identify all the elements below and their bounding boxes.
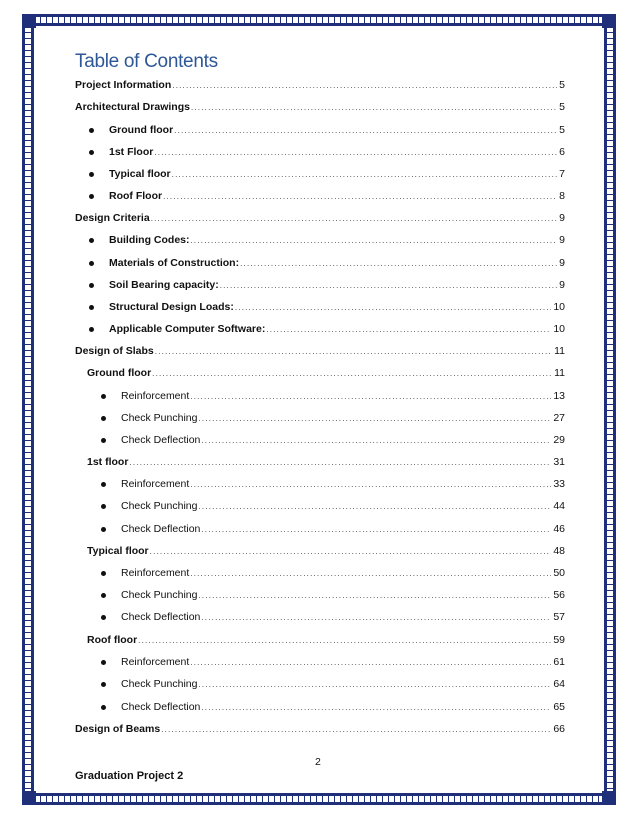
bullet-icon	[101, 416, 106, 421]
toc-entry[interactable]	[109, 167, 565, 181]
toc-entry-text: Structural Design Loads:	[109, 301, 234, 313]
dot-leader	[154, 146, 557, 160]
toc-entry-text: Check Punching	[121, 412, 198, 424]
dot-leader	[172, 79, 557, 93]
bullet-icon	[89, 238, 94, 243]
footer-text: Graduation Project 2	[75, 770, 184, 782]
dot-leader	[155, 345, 552, 359]
toc-entry[interactable]	[87, 455, 565, 469]
toc-entry-page: 5	[559, 101, 565, 113]
toc-entry-text: Materials of Construction:	[109, 257, 240, 269]
toc-entry[interactable]	[109, 123, 565, 137]
toc-title: Table of Contents	[75, 51, 218, 72]
toc-entry-page: 6	[559, 146, 565, 158]
bullet-icon	[89, 283, 94, 288]
toc-entry[interactable]	[121, 522, 565, 536]
toc-entry[interactable]	[87, 544, 565, 558]
toc-entry-text: Roof floor	[87, 634, 138, 646]
toc-entry-page: 57	[553, 611, 565, 623]
bullet-icon	[101, 593, 106, 598]
dot-leader	[201, 701, 551, 715]
toc-entry-page: 7	[559, 168, 565, 180]
page-number: 2	[315, 756, 321, 768]
dot-leader	[201, 434, 551, 448]
toc-entry-text: Check Deflection	[121, 611, 201, 623]
toc-entry-text: Check Punching	[121, 678, 198, 690]
toc-entry-page: 5	[559, 79, 565, 91]
toc-entry-text: Check Deflection	[121, 434, 201, 446]
toc-entry[interactable]	[109, 145, 565, 159]
toc-entry[interactable]	[75, 722, 565, 736]
dot-leader	[129, 456, 551, 470]
bullet-icon	[101, 571, 106, 576]
toc-entry[interactable]	[121, 588, 565, 602]
toc-entry[interactable]	[121, 411, 565, 425]
border-corner	[22, 791, 36, 805]
dot-leader	[172, 168, 558, 182]
toc-entry-page: 50	[553, 567, 565, 579]
bullet-icon	[89, 128, 94, 133]
toc-entry[interactable]	[87, 633, 565, 647]
bullet-icon	[101, 504, 106, 509]
bullet-icon	[89, 194, 94, 199]
toc-entry[interactable]	[121, 655, 565, 669]
dot-leader	[163, 190, 557, 204]
toc-entry[interactable]	[121, 477, 565, 491]
toc-entry-text: Design of Slabs	[75, 345, 154, 357]
dot-leader	[152, 367, 552, 381]
toc-entry[interactable]	[75, 211, 565, 225]
bullet-icon	[101, 394, 106, 399]
bullet-icon	[101, 527, 106, 532]
toc-entry-text: Roof Floor	[109, 190, 163, 202]
page-border-bottom	[22, 793, 616, 805]
toc-entry-text: Check Deflection	[121, 523, 201, 535]
toc-entry[interactable]	[121, 433, 565, 447]
border-corner	[602, 791, 616, 805]
toc-entry-text: Reinforcement	[121, 478, 190, 490]
toc-entry-text: Reinforcement	[121, 656, 190, 668]
bullet-icon	[101, 660, 106, 665]
toc-entry-text: Typical floor	[109, 168, 171, 180]
dot-leader	[198, 412, 551, 426]
toc-entry-page: 65	[553, 701, 565, 713]
toc-entry-text: Architectural Drawings	[75, 101, 190, 113]
toc-entry-page: 9	[559, 257, 565, 269]
dot-leader	[201, 523, 551, 537]
dot-leader	[138, 634, 551, 648]
toc-entry-text: Building Codes:	[109, 234, 190, 246]
toc-entry[interactable]	[121, 610, 565, 624]
toc-entry-page: 9	[559, 212, 565, 224]
bullet-icon	[89, 150, 94, 155]
bullet-icon	[89, 261, 94, 266]
toc-entry-page: 10	[553, 301, 565, 313]
toc-entry[interactable]	[121, 700, 565, 714]
toc-entry-text: Project Information	[75, 79, 172, 91]
dot-leader	[161, 723, 551, 737]
toc-entry-page: 66	[553, 723, 565, 735]
toc-entry[interactable]	[109, 322, 565, 336]
toc-entry-text: Design Criteria	[75, 212, 150, 224]
toc-entry[interactable]	[121, 566, 565, 580]
border-corner	[22, 14, 36, 28]
toc-entry-text: 1st floor	[87, 456, 129, 468]
toc-entry-page: 59	[553, 634, 565, 646]
dot-leader	[201, 611, 551, 625]
toc-entry-page: 8	[559, 190, 565, 202]
toc-entry[interactable]	[109, 278, 565, 292]
toc-entry-text: Applicable Computer Software:	[109, 323, 266, 335]
toc-entry-page: 61	[553, 656, 565, 668]
toc-entry-text: Ground floor	[87, 367, 152, 379]
toc-entry-page: 48	[553, 545, 565, 557]
toc-entry-page: 44	[553, 500, 565, 512]
bullet-icon	[101, 482, 106, 487]
toc-entry-page: 46	[553, 523, 565, 535]
dot-leader	[190, 567, 551, 581]
dot-leader	[150, 545, 552, 559]
page-border-left	[22, 14, 34, 805]
dot-leader	[220, 279, 557, 293]
dot-leader	[174, 124, 557, 138]
toc-entry-page: 11	[554, 345, 565, 357]
toc-entry-text: Check Punching	[121, 589, 198, 601]
bullet-icon	[101, 682, 106, 687]
border-corner	[602, 14, 616, 28]
toc-entry-page: 11	[554, 367, 565, 379]
toc-entry-text: Typical floor	[87, 545, 149, 557]
toc-entry-page: 33	[553, 478, 565, 490]
toc-entry[interactable]	[109, 300, 565, 314]
bullet-icon	[101, 615, 106, 620]
toc-entry[interactable]	[121, 677, 565, 691]
dot-leader	[190, 478, 551, 492]
dot-leader	[190, 656, 551, 670]
dot-leader	[198, 589, 551, 603]
toc-entry-page: 13	[553, 390, 565, 402]
toc-entry-text: 1st Floor	[109, 146, 154, 158]
dot-leader	[151, 212, 557, 226]
toc-entry-text: Reinforcement	[121, 390, 190, 402]
dot-leader	[198, 500, 551, 514]
dot-leader	[198, 678, 551, 692]
toc-entry-page: 27	[553, 412, 565, 424]
toc-entry[interactable]	[109, 189, 565, 203]
toc-entry-text: Soil Bearing capacity:	[109, 279, 219, 291]
bullet-icon	[101, 438, 106, 443]
toc-entry-page: 31	[553, 456, 565, 468]
toc-entry-page: 56	[553, 589, 565, 601]
toc-entry-page: 5	[559, 124, 565, 136]
dot-leader	[190, 390, 551, 404]
toc-entry-page: 9	[559, 279, 565, 291]
toc-entry[interactable]	[75, 344, 565, 358]
toc-entry-page: 10	[553, 323, 565, 335]
toc-entry[interactable]	[109, 256, 565, 270]
toc-entry[interactable]	[75, 100, 565, 114]
toc-entry-text: Reinforcement	[121, 567, 190, 579]
toc-entry[interactable]	[121, 389, 565, 403]
toc-entry-text: Check Punching	[121, 500, 198, 512]
toc-entry-text: Check Deflection	[121, 701, 201, 713]
toc-entry-text: Design of Beams	[75, 723, 161, 735]
page-border-right	[604, 14, 616, 805]
dot-leader	[191, 101, 557, 115]
toc-entry-text: Ground floor	[109, 124, 174, 136]
bullet-icon	[89, 327, 94, 332]
toc-entry[interactable]	[121, 499, 565, 513]
page-border-top	[22, 14, 616, 26]
toc-entry[interactable]	[75, 78, 565, 92]
dot-leader	[240, 257, 557, 271]
bullet-icon	[101, 705, 106, 710]
dot-leader	[191, 234, 558, 248]
dot-leader	[235, 301, 551, 315]
bullet-icon	[89, 172, 94, 177]
toc-entry[interactable]	[87, 366, 565, 380]
toc-entry-page: 64	[553, 678, 565, 690]
toc-entry-page: 29	[553, 434, 565, 446]
toc-entry-page: 9	[559, 234, 565, 246]
bullet-icon	[89, 305, 94, 310]
toc-entry[interactable]	[109, 233, 565, 247]
dot-leader	[266, 323, 551, 337]
